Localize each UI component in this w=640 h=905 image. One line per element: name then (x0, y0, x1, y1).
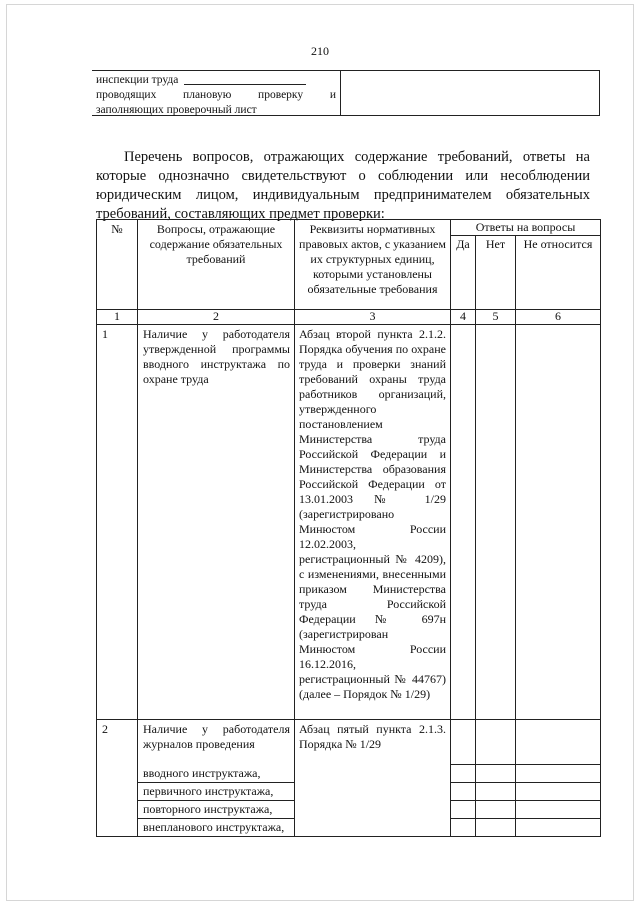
sub-item: вводного инструктажа, (138, 765, 295, 783)
column-number: 4 (451, 310, 476, 325)
header-not-applicable: Не относится (516, 236, 601, 310)
fill-in-blank[interactable] (184, 84, 306, 85)
answer-yes-cell[interactable] (451, 782, 476, 800)
box-divider (340, 71, 341, 115)
header-no: Нет (476, 236, 516, 310)
header-requisites: Реквизиты нормативных правовых актов, с указанием их структурных единиц, которыми установлены обязательные требования (295, 220, 451, 310)
sub-item: повторного инструктажа, (138, 800, 295, 818)
answer-not-applicable-cell[interactable] (516, 325, 601, 720)
column-number: 5 (476, 310, 516, 325)
answer-yes-cell[interactable] (451, 720, 476, 765)
inspector-line-3: заполняющих проверочный лист (96, 104, 257, 116)
answer-yes-cell[interactable] (451, 818, 476, 836)
answer-not-applicable-cell[interactable] (516, 765, 601, 783)
sub-item: первичного инструктажа, (138, 782, 295, 800)
table-row (97, 720, 601, 765)
answer-no-cell[interactable] (476, 800, 516, 818)
header-num: № (97, 220, 138, 310)
requisites-text: Абзац пятый пункта 2.1.3. Порядка № 1/29 (295, 720, 451, 837)
sub-item: внепланового инструктажа, (138, 818, 295, 836)
inspector-line-1: инспекции труда (96, 74, 179, 86)
answer-no-cell[interactable] (476, 325, 516, 720)
answer-no-cell[interactable] (476, 720, 516, 765)
answer-no-cell[interactable] (476, 782, 516, 800)
answer-not-applicable-cell[interactable] (516, 720, 601, 765)
answer-no-cell[interactable] (476, 818, 516, 836)
answer-not-applicable-cell[interactable] (516, 800, 601, 818)
table-row (97, 325, 601, 720)
inspector-line-2: проводящих плановую проверку и (96, 89, 336, 101)
header-yes: Да (451, 236, 476, 310)
column-number: 2 (138, 310, 295, 325)
answer-not-applicable-cell[interactable] (516, 782, 601, 800)
row-number: 1 (97, 325, 138, 720)
answer-yes-cell[interactable] (451, 765, 476, 783)
column-number: 3 (295, 310, 451, 325)
answer-no-cell[interactable] (476, 765, 516, 783)
page-number: 210 (311, 44, 329, 58)
header-questions: Вопросы, отражающие содержание обязательных требований (138, 220, 295, 310)
question-text: Наличие у работодателя журналов проведения (138, 720, 295, 765)
intro-paragraph: Перечень вопросов, отражающих содержание требований, ответы на которые однозначно свидетельствуют о соблюдении или несоблюдении юридическим лицом, индивидуальным предпринимателем обязательных требований, составляющих предмет проверки: (96, 148, 590, 222)
row-number: 2 (97, 720, 138, 837)
answer-yes-cell[interactable] (451, 325, 476, 720)
header-answers: Ответы на вопросы (451, 220, 601, 236)
answer-yes-cell[interactable] (451, 800, 476, 818)
question-text: Наличие у работодателя утвержденной программы вводного инструктажа по охране труда (138, 325, 295, 720)
checklist-table (96, 219, 601, 837)
column-number: 1 (97, 310, 138, 325)
requisites-text: Абзац второй пункта 2.1.2. Порядка обучения по охране труда и проверки знаний требований охраны труда работников организаций, утвержденного постановлением Министерства труда Российской Федерации и Министерства образования Российской Федерации от 13.01.2003 № 1/29 (зарегистрировано Минюстом России 12.02.2003, регистрационный № 4209), с изменениями, внесенными приказом Министерства труда Российской Федерации № 697н (зарегистрирован Минюстом России 16.12.2016, регистрационный № 44767) (далее – Порядок № 1/29) (295, 325, 451, 720)
answer-not-applicable-cell[interactable] (516, 818, 601, 836)
inspector-info-box (92, 70, 600, 116)
column-number: 6 (516, 310, 601, 325)
